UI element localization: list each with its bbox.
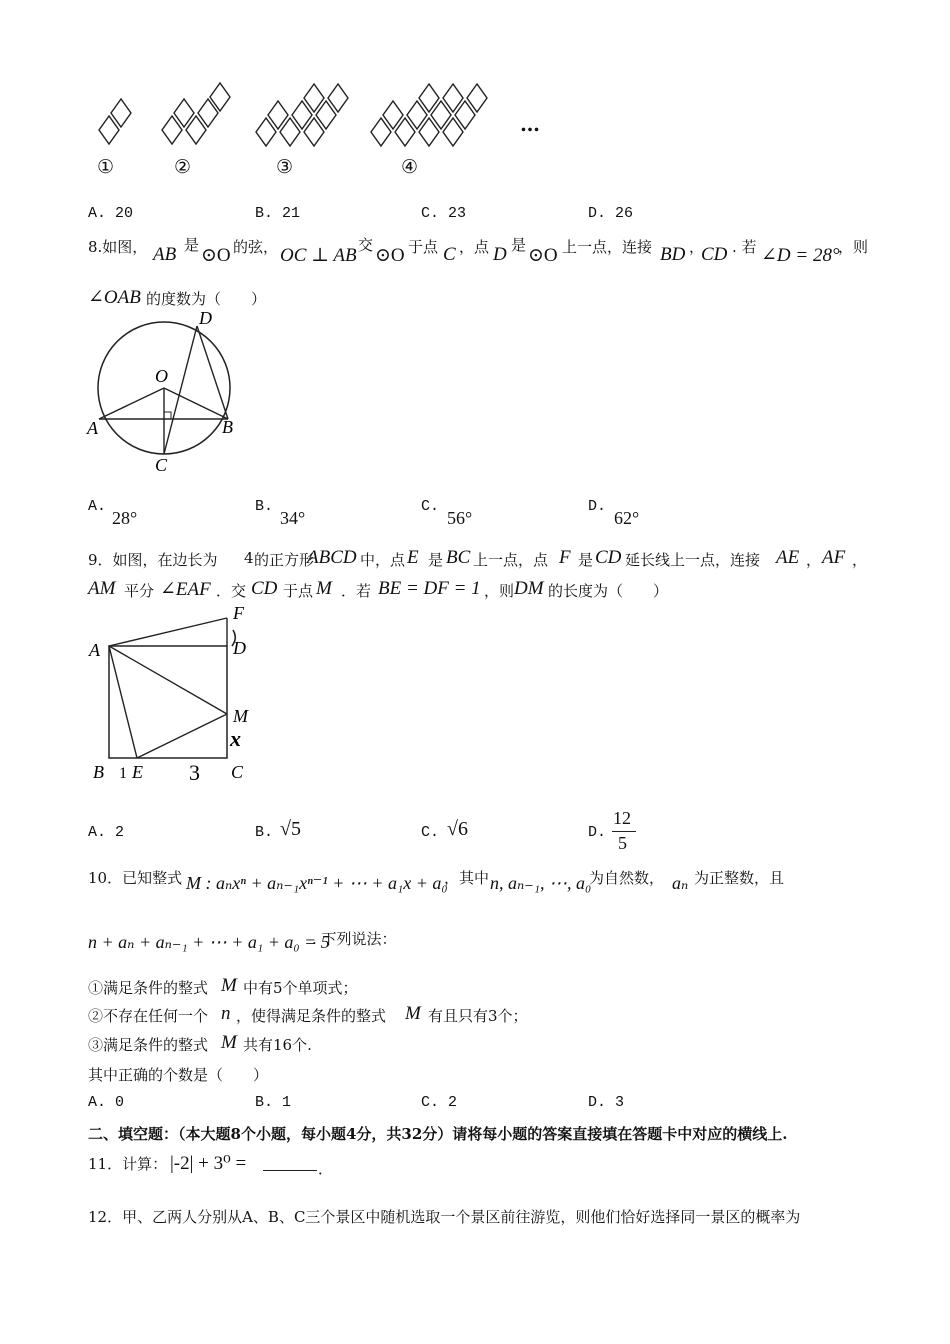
q9-option-d-numerator: 12 — [613, 808, 631, 828]
q12-text: 12．甲、乙两人分别从A、B、C三个景区中随机选取一个景区前往游览，则他们恰好选择同一景区的概率为 — [88, 1208, 801, 1226]
q10-option-a: A. 0 — [88, 1094, 125, 1111]
figure-label-4: ④ — [401, 156, 419, 178]
q8-option-d-value: 62° — [614, 508, 640, 528]
q9-option-b-value: √5 — [280, 818, 301, 840]
q9-option-c-letter: C. — [421, 824, 440, 841]
label-d: D — [233, 638, 246, 658]
q9-option-a: A. 2 — [88, 824, 125, 841]
rhombus-pattern-figure — [88, 76, 558, 186]
label-c: C — [155, 455, 168, 475]
right-angle-mark — [164, 412, 171, 419]
handwritten-3: 3 — [189, 760, 200, 785]
q8-option-b-letter: B. — [255, 498, 274, 515]
q10-option-c: C. 2 — [421, 1094, 458, 1111]
square-figure — [85, 600, 260, 790]
q7-option-c: C. 23 — [421, 205, 467, 222]
label-f: F — [233, 603, 244, 623]
segment-em — [137, 714, 227, 758]
q8-option-b-value: 34° — [280, 508, 306, 528]
q8-option-d-letter: D. — [588, 498, 607, 515]
fraction-bar — [612, 831, 636, 832]
q9-option-d-denominator: 5 — [618, 833, 627, 853]
circle-figure — [85, 308, 245, 478]
label-b: B — [93, 762, 104, 782]
q9-option-c-value: √6 — [447, 818, 468, 840]
label-a: A — [87, 418, 98, 438]
label-d: D — [199, 308, 212, 328]
segment-am — [109, 646, 227, 714]
ellipsis: … — [520, 112, 540, 136]
answer-blank — [263, 1170, 317, 1171]
square-abcd — [109, 646, 227, 758]
figure-label-2: ② — [174, 156, 192, 178]
segment-bd — [197, 326, 228, 419]
q10-option-b: B. 1 — [255, 1094, 292, 1111]
label-c: C — [231, 762, 244, 782]
segment-ae — [109, 646, 137, 758]
handwritten-1: 1 — [119, 765, 127, 782]
figure-label-3: ③ — [276, 156, 294, 178]
q7-option-d: D. 26 — [588, 205, 634, 222]
q8-option-c-letter: C. — [421, 498, 440, 515]
q7-option-b: B. 21 — [255, 205, 301, 222]
figure-2 — [162, 83, 230, 144]
label-m: M — [233, 706, 248, 726]
figure-label-1: ① — [97, 156, 115, 178]
section-2-title: 二、填空题：（本大题8个小题，每小题4分，共32分）请将每小题的答案直接填在答题卡中对应的横线上. — [88, 1125, 788, 1143]
handwritten-x: x — [230, 726, 241, 751]
q9-option-b-letter: B. — [255, 824, 274, 841]
q10-option-d: D. 3 — [588, 1094, 625, 1111]
segment-oa — [99, 388, 164, 419]
figure-4 — [371, 84, 487, 146]
q7-option-a: A. 20 — [88, 205, 134, 222]
q10-question: 其中正确的个数是（ ） — [88, 1066, 269, 1084]
label-b: B — [222, 417, 233, 437]
figure-1 — [99, 99, 131, 144]
q8-option-a-value: 28° — [112, 508, 138, 528]
segment-af — [109, 618, 227, 646]
label-o: O — [155, 366, 168, 386]
figure-3 — [256, 84, 348, 146]
label-a: A — [89, 640, 100, 660]
q8-option-a-letter: A. — [88, 498, 107, 515]
label-e: E — [132, 762, 143, 782]
q8-option-c-value: 56° — [447, 508, 473, 528]
q9-option-d-letter: D. — [588, 824, 607, 841]
